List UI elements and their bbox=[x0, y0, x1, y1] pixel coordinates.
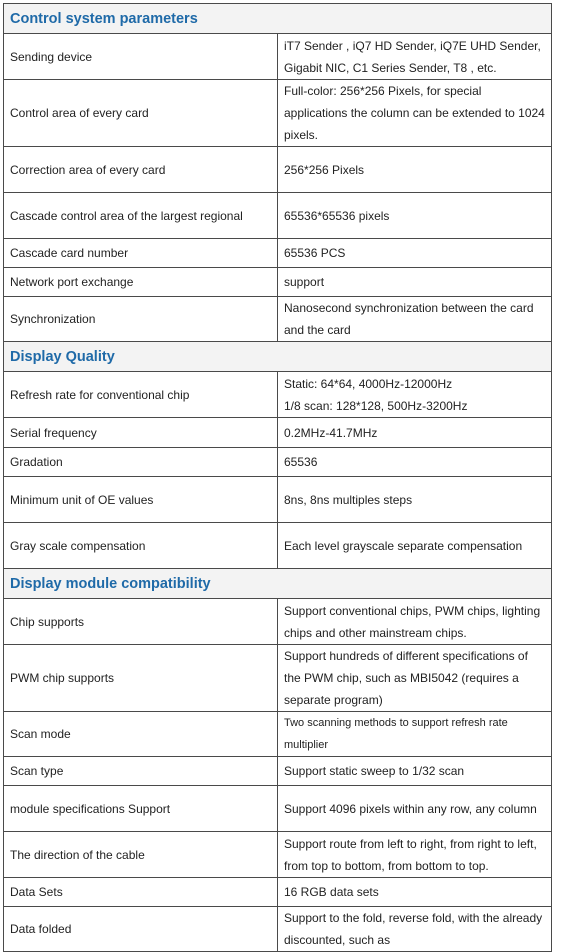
section-title-control: Control system parameters bbox=[4, 4, 552, 34]
row-label: Cascade card number bbox=[4, 239, 278, 268]
row-label: Cascade control area of the largest regional bbox=[4, 193, 278, 239]
row-label: module specifications Support bbox=[4, 786, 278, 832]
row-value: Full-color: 256*256 Pixels, for special applications the column can be extended to 1024 pixels. bbox=[278, 80, 552, 147]
row-value: 0.2MHz-41.7MHz bbox=[278, 418, 552, 448]
row-value: support bbox=[278, 268, 552, 297]
row-label: Data folded bbox=[4, 907, 278, 952]
row-label: Control area of every card bbox=[4, 80, 278, 147]
row-value: Support static sweep to 1/32 scan bbox=[278, 757, 552, 786]
row-value: Support hundreds of different specifications of the PWM chip, such as MBI5042 (requires a separate program) bbox=[278, 645, 552, 712]
section-title-module-compatibility: Display module compatibility bbox=[4, 569, 552, 599]
row-value: Support conventional chips, PWM chips, lighting chips and other mainstream chips. bbox=[278, 599, 552, 645]
row-value: Each level grayscale separate compensation bbox=[278, 523, 552, 569]
row-label: Refresh rate for conventional chip bbox=[4, 372, 278, 418]
spec-table-wrapper bbox=[3, 3, 552, 952]
row-label: Scan mode bbox=[4, 712, 278, 757]
row-label: Scan type bbox=[4, 757, 278, 786]
row-value: Two scanning methods to support refresh rate multiplier bbox=[278, 712, 552, 757]
row-label: Gradation bbox=[4, 448, 278, 477]
row-value: Support 4096 pixels within any row, any column bbox=[278, 786, 552, 832]
row-value-line: Static: 64*64, 4000Hz-12000Hz bbox=[284, 376, 453, 391]
row-value: 16 RGB data sets bbox=[278, 878, 552, 907]
row-value bbox=[278, 372, 552, 418]
row-value: 65536 PCS bbox=[278, 239, 552, 268]
row-label: Serial frequency bbox=[4, 418, 278, 448]
row-label: Synchronization bbox=[4, 297, 278, 342]
row-value: Support route from left to right, from right to left, from top to bottom, from bottom to top. bbox=[278, 832, 552, 878]
row-label: Gray scale compensation bbox=[4, 523, 278, 569]
row-label: Network port exchange bbox=[4, 268, 278, 297]
row-value: 256*256 Pixels bbox=[278, 147, 552, 193]
row-value: 65536*65536 pixels bbox=[278, 193, 552, 239]
row-label: Minimum unit of OE values bbox=[4, 477, 278, 523]
row-value: 8ns, 8ns multiples steps bbox=[278, 477, 552, 523]
row-value-line: 1/8 scan: 128*128, 500Hz-3200Hz bbox=[284, 398, 468, 413]
row-value: Support to the fold, reverse fold, with the already discounted, such as bbox=[278, 907, 552, 952]
row-value: iT7 Sender , iQ7 HD Sender, iQ7E UHD Sender, Gigabit NIC, C1 Series Sender, T8 , etc. bbox=[278, 34, 552, 80]
row-label: Correction area of every card bbox=[4, 147, 278, 193]
row-label: Data Sets bbox=[4, 878, 278, 907]
row-label: The direction of the cable bbox=[4, 832, 278, 878]
section-title-display-quality: Display Quality bbox=[4, 342, 552, 372]
row-label: PWM chip supports bbox=[4, 645, 278, 712]
row-label: Sending device bbox=[4, 34, 278, 80]
row-label: Chip supports bbox=[4, 599, 278, 645]
row-value: 65536 bbox=[278, 448, 552, 477]
spec-table bbox=[3, 3, 552, 952]
row-value: Nanosecond synchronization between the card and the card bbox=[278, 297, 552, 342]
